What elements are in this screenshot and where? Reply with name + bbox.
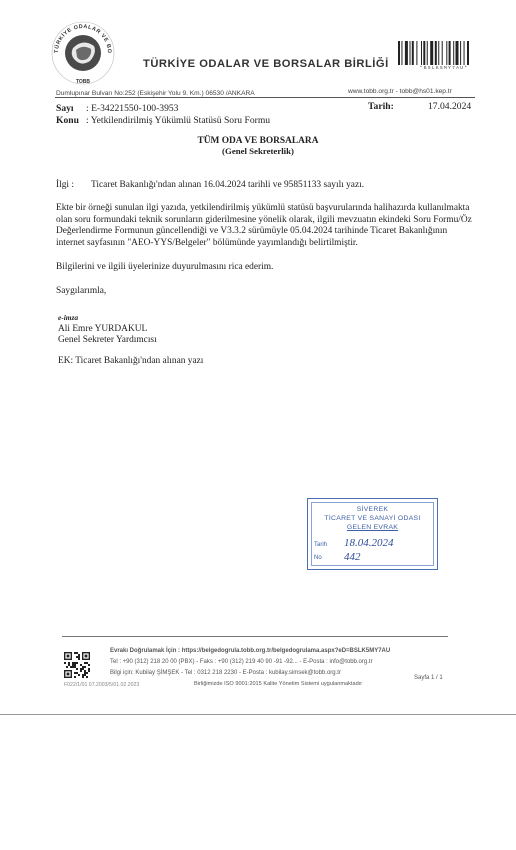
qr-code (64, 652, 90, 678)
recipient-line1: TÜM ODA VE BORSALARA (197, 136, 319, 146)
barcode (398, 41, 490, 65)
iso-notice: Birliğimizde ISO 9001:2015 Kalite Yönetim Sistemi uygulanmaktadır (194, 681, 363, 687)
e-imza-mark: e-imza (58, 313, 79, 322)
signatory-title: Genel Sekreter Yardımcısı (58, 335, 157, 345)
verification-link[interactable]: Evrakı Doğrulamak İçin : https://belgedogrula.tobb.org.tr/belgedogrulama.aspx?eD=BSLK5MY7AU (110, 648, 391, 654)
stamp-line-2: TİCARET VE SANAYİ ODASI (324, 515, 421, 522)
closing: Saygılarımla, (56, 286, 107, 296)
attachment: EK: Ticaret Bakanlığı'ndan alınan yazı (58, 356, 204, 366)
barcode-text: *BSLK5MY7AU* (419, 66, 469, 71)
page-number: Sayfa 1 / 1 (414, 675, 443, 681)
recipient-line2: (Genel Sekreterlik) (222, 146, 294, 156)
page-bottom-divider (0, 714, 516, 715)
address: Dumlupınar Bulvarı No:252 (Eskişehir Yolu 9. Km.) 06530 /ANKARA (56, 90, 255, 97)
sayi-value: : E-34221550-100-3953 (86, 103, 179, 114)
logo-caption: TOBB (75, 79, 91, 85)
body-line: Değerlendirme Formunun güncellendiği ve V3.3.2 sürümüyle 05.04.2024 tarihinde Ticaret Bakanlığının (56, 226, 448, 237)
tarih-label: Tarih: (368, 101, 394, 112)
stamp-no-value: 442 (344, 551, 361, 563)
ilgi-text: Ticaret Bakanlığı'ndan alınan 16.04.2024 tarihli ve 95851133 sayılı yazı. (91, 180, 365, 190)
phone-fax-email: Tel : +90 (312) 218 20 00 (PBX) - Faks : +90 (312) 219 40 90 -91 -92... - E-Posta : info@tobb.org.tr (110, 659, 373, 665)
header-divider (55, 97, 475, 98)
body-line: olan soru formundaki teknik sorunların giderilmesine yönelik olarak, ilgili mevzuatın ekindeki Soru Formu/Öz (56, 214, 472, 225)
stamp-line-3: GELEN EVRAK (346, 524, 399, 531)
contact-info: www.tobb.org.tr - tobb@hs01.kep.tr (348, 88, 452, 95)
sayi-label: Sayı (56, 103, 74, 114)
body-line: internet sayfasının "AEO-YYS/Belgeler" bölümünde yayımlandığı belirtilmiştir. (56, 237, 358, 248)
ilgi-label: İlgi : (56, 180, 74, 190)
body-paragraph-1 (56, 203, 476, 249)
stamp-tarih-label: Tarih (314, 542, 328, 548)
konu-value: : Yetkilendirilmiş Yükümlü Statüsü Soru Formu (86, 115, 271, 126)
logo-ring-text: TÜRKİYE ODALAR VE BO (53, 23, 113, 54)
footer-divider (62, 636, 448, 637)
body-paragraph-2: Bilgilerini ve ilgili üyelerinize duyurulmasını rica ederim. (56, 262, 274, 272)
tarih-value: 17.04.2024 (428, 101, 472, 112)
body-line: Ekte bir örneği sunulan ilgi yazıda, yetkilendirilmiş yükümlü statüsü başvurularında halihazırda kullanılmakta (56, 203, 470, 213)
form-code: F022/1/01 07.2003/5/01.02.2023 (64, 682, 140, 688)
stamp-no-label: No (314, 555, 322, 561)
incoming-document-stamp (307, 498, 438, 570)
contact-person: Bilgi için: Kubilay ŞİMŞEK - Tel : 0312 218 2230 - E-Posta : kubilay.simsek@tobb.org.tr (110, 670, 341, 676)
stamp-tarih-value: 18.04.2024 (344, 537, 394, 549)
stamp-line-1: SİVEREK (356, 506, 389, 513)
konu-label: Konu (56, 115, 79, 126)
signatory-name: Ali Emre YURDAKUL (58, 324, 148, 334)
organization-title: TÜRKİYE ODALAR VE BORSALAR BİRLİĞİ (143, 58, 389, 70)
tobb-logo (50, 20, 116, 86)
